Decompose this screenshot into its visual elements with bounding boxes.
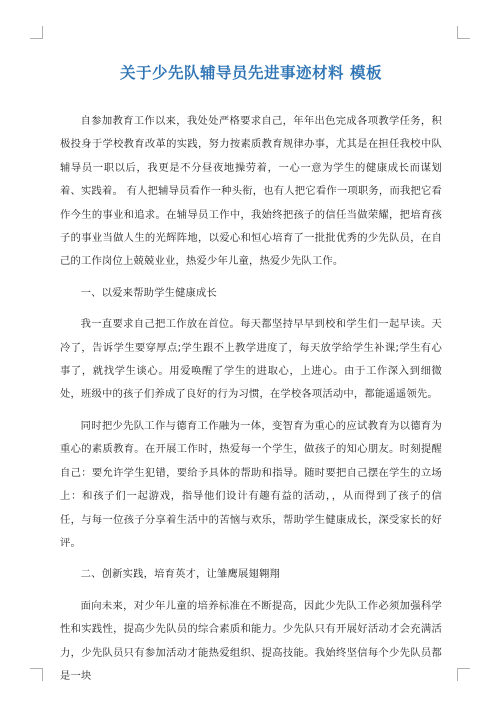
crop-mark-top-right xyxy=(457,26,470,39)
body-paragraph-section2-a: 面向未来，对少年儿童的培养标准在不断提高，因此少先队工作必须加强科学性和实践性，提高少先队员的综合素质和能力。少先队只有开展好活动才会充满活力，少先队员只有参加活动才能热爱组织、提高技能。我始终坚信每个少先队员都是一块 xyxy=(60,599,442,682)
body-paragraph-intro: 自参加教育工作以来，我处处严格要求自己，年年出色完成各项教学任务，积极投身于学校教育改革的实践，努力按素质教育规律办事，尤其是在担任我校中队辅导员一职以后，我更是不分昼夜地操劳着，一心一意为学生的健康成长而谋划着、实践着。 有人把辅导员看作一种头衔，也有人把它看作一项职务，而我把它看作今生的事业和追求。在辅导员工作中，我始终把孩子的信任当做荣耀，把培育孩子的事业当做人生的光辉阵地，以爱心和恒心培育了一批批优秀的少先队员，在自己的工作岗位上兢兢业业，热爱少年儿童，热爱少先队工作。 xyxy=(60,115,442,268)
document-title: 关于少先队辅导员先进事迹材料 模板 xyxy=(120,64,382,82)
section-heading-2: 二、创新实践，培育英才，让雏鹰展翅翱翔 xyxy=(80,568,281,581)
crop-mark-bottom-left xyxy=(30,668,43,681)
crop-mark-top-left xyxy=(30,26,43,39)
body-paragraph-section1-b: 同时把少先队工作与德育工作融为一体，变智育为重心的应试教育为以德育为重心的素质教育。在开展工作时，热爱每一个学生，做孩子的知心朋友。时刻提醒自己：要允许学生犯错，要给予具体的帮助和指导。随时要把自己摆在学生的立场上：和孩子们一起游戏，指导他们设计有趣有益的活动，，从而得到了孩子的信任，与每一位孩子分享着生活中的苦恼与欢乐，帮助学生健康成长，深受家长的好评。 xyxy=(60,419,442,549)
body-paragraph-section1-a: 我一直要求自己把工作放在首位。每天都坚持早早到校和学生们一起早读。天冷了，告诉学生要穿厚点;学生跟不上教学进度了，每天放学给学生补课;学生有心事了，就找学生谈心。用爱唤醒了学生的进取心，上进心。由于工作深入到细微处，班级中的孩子们养成了良好的行为习惯，在学校各项活动中，都能遥遥领先。 xyxy=(60,318,442,401)
document-page xyxy=(60,62,442,696)
section-heading-1: 一、以爱来帮助学生健康成长 xyxy=(80,286,218,299)
crop-mark-bottom-right xyxy=(457,668,470,681)
